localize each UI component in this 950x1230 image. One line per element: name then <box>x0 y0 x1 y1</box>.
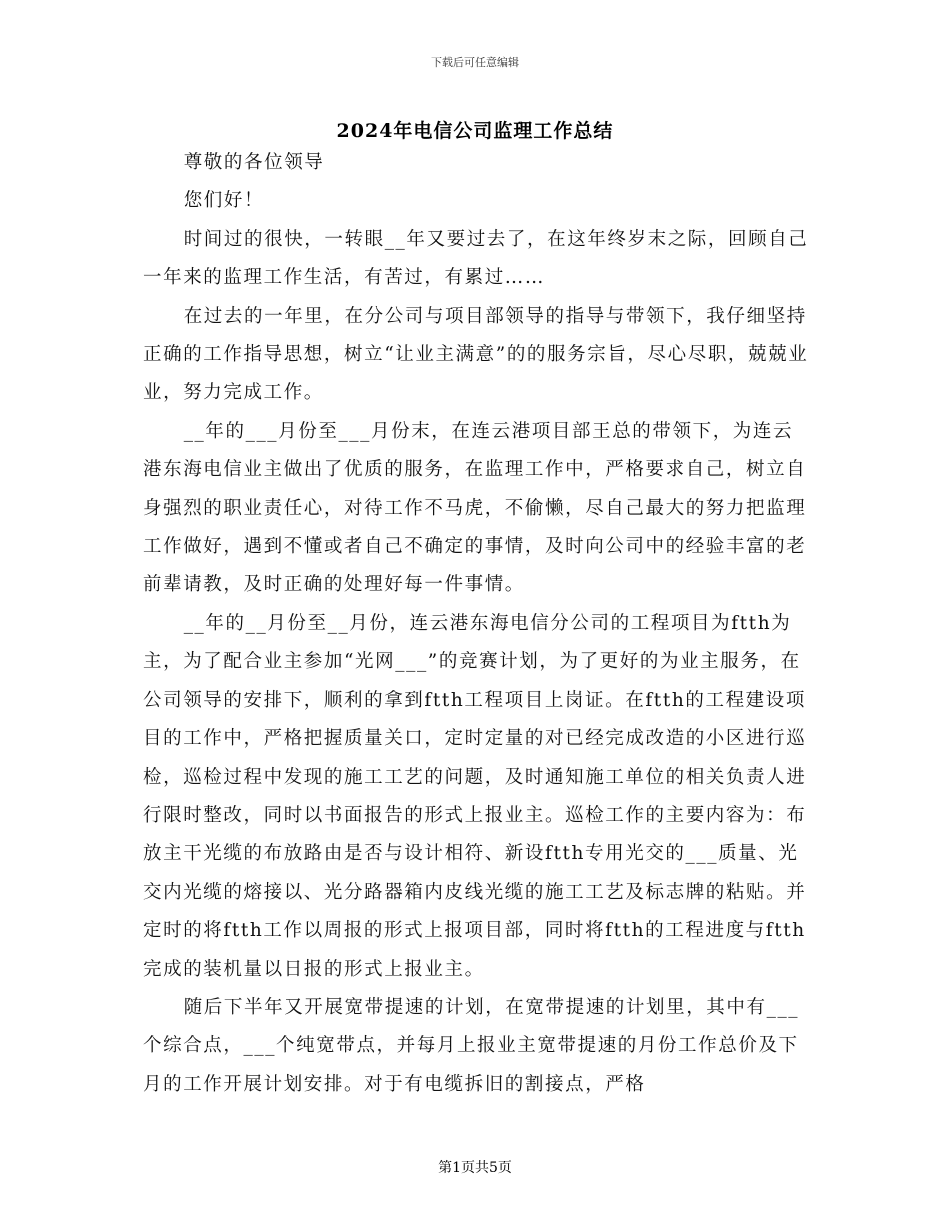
paragraph-greeting: 您们好！ <box>183 190 265 212</box>
paragraph-past-year: 在过去的一年里，在分公司与项目部领导的指导与带领下，我仔细坚持正确的工作指导思想，树立“让业主满意”的的服务宗旨，尽心尽职，兢兢业业，努力完成工作。 <box>143 305 809 404</box>
document-body <box>143 144 811 1104</box>
page-header-note: 下载后可任意编辑 <box>431 56 519 69</box>
page-footer-page-info: 第1页共5页 <box>438 1160 512 1176</box>
paragraph-broadband: 随后下半年又开展宽带提速的计划，在宽带提速的计划里，其中有___个综合点，___个纯宽带点，并每月上报业主宽带提速的月份工作总价及下月的工作开展计划安排。对于有电缆拆旧的割接点，严格 <box>143 996 800 1095</box>
paragraph-intro: 时间过的很快，一转眼__年又要过去了，在这年终岁末之际，回顾自己一年来的监理工作生活，有苦过，有累过…… <box>143 228 809 289</box>
paragraph-salutation: 尊敬的各位领导 <box>183 152 325 173</box>
document-title: 2024年电信公司监理工作总结 <box>336 120 614 142</box>
paragraph-ftth: __年的__月份至__月份，连云港东海电信分公司的工程项目为ftth为主，为了配合业主参加“光网___”的竞赛计划，为了更好的为业主服务，在公司领导的安排下，顺利的拿到ftth工程项目上岗证。在ftth的工程建设项目的工作中，严格把握质量关口，定时定量的对已经完成改造的小区进行巡检，巡检过程中发现的施工工艺的问题，及时通知施工单位的相关负责人进行限时整改，同时以书面报告的形式上报业主。巡检工作的主要内容为：布放主干光缆的布放路由是否与设计相符、新设ftth专用光交的___质量、光交内光缆的熔接以、光分路器箱内皮线光缆的施工工艺及标志牌的粘贴。并定时的将ftth工作以周报的形式上报项目部，同时将ftth的工程进度与ftth完成的装机量以日报的形式上报业主。 <box>143 612 807 980</box>
paragraph-lianyungang: __年的___月份至___月份末，在连云港项目部王总的带领下，为连云港东海电信业主做出了优质的服务，在监理工作中，严格要求自己，树立自身强烈的职业责任心，对待工作不马虎，不偷懒，尽自己最大的努力把监理工作做好，遇到不懂或者自己不确定的事情，及时向公司中的经验丰富的老前辈请教，及时正确的处理好每一件事情。 <box>143 420 807 596</box>
